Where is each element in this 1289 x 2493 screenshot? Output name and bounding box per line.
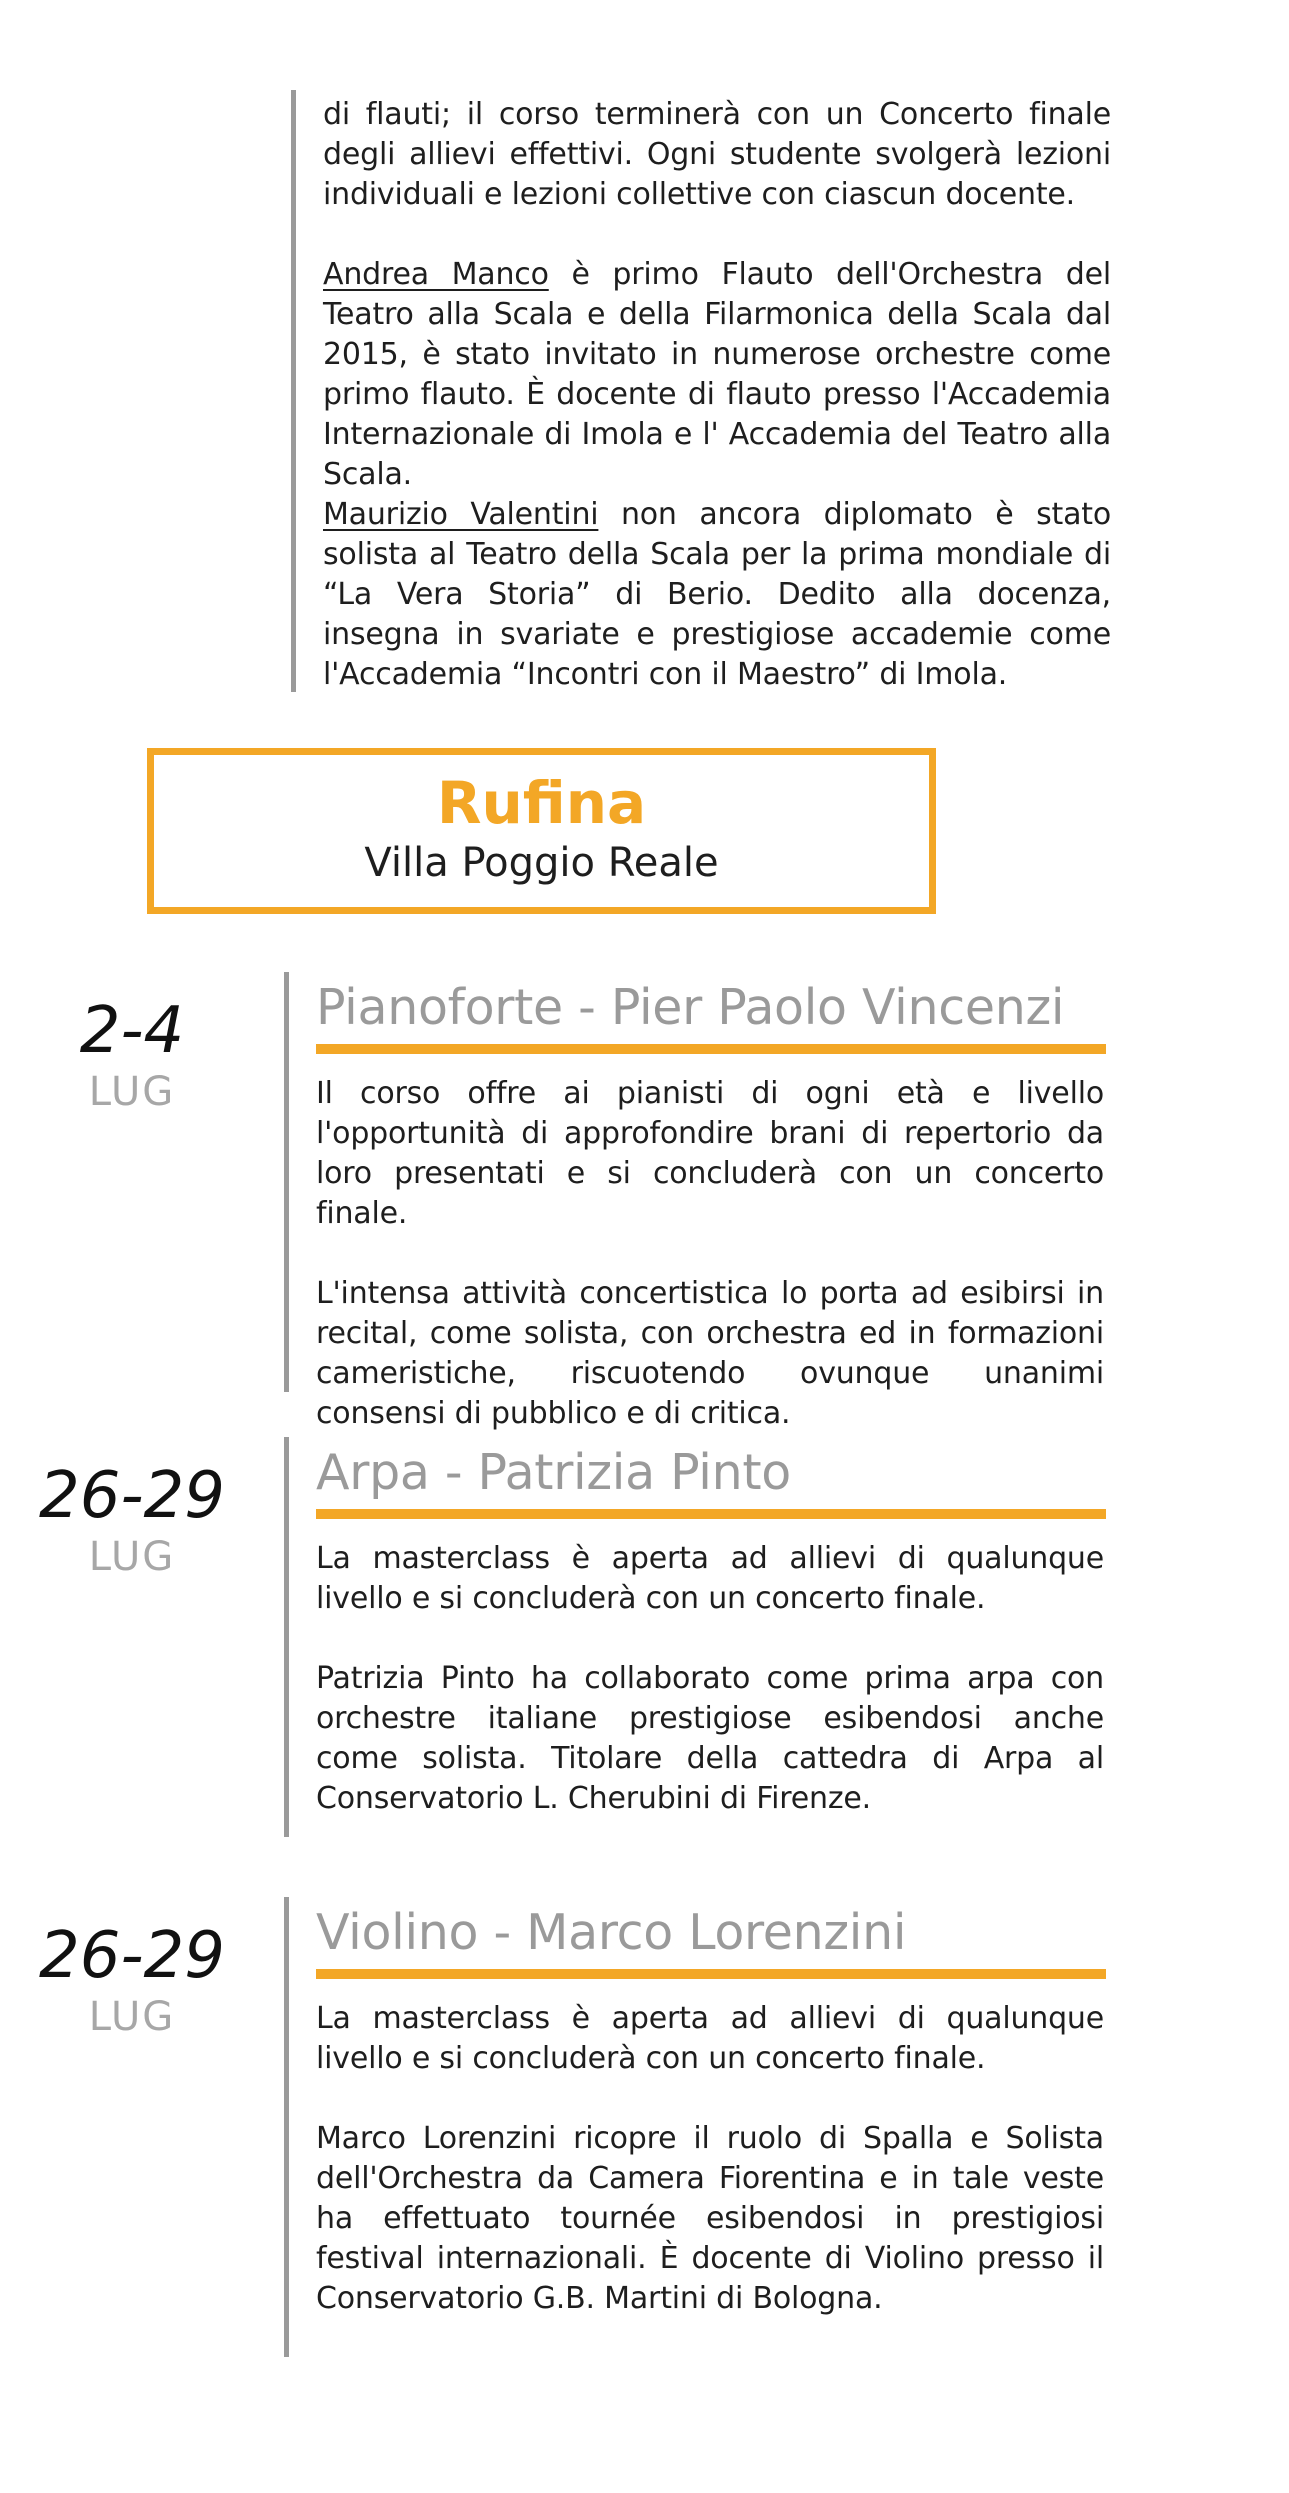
left-rule	[284, 1897, 289, 2357]
title-underline-bar	[316, 1969, 1106, 1979]
course-month: LUG	[88, 1069, 176, 1115]
course-title: Violino - Marco Lorenzini	[316, 1904, 907, 1961]
left-rule	[284, 1437, 289, 1837]
left-rule	[284, 972, 289, 1392]
course-description: Il corso offre ai pianisti di ogni età e livello l'opportunità di approfondire brani di repertorio da loro presentati e si concluderà con un concerto finale.	[316, 1076, 1104, 1231]
course-month: LUG	[88, 1994, 176, 2040]
teacher-name-andrea-manco: Andrea Manco	[323, 257, 549, 292]
intro-section	[291, 90, 1116, 692]
teacher-name-maurizio-valentini: Maurizio Valentini	[323, 497, 599, 532]
location-subtitle: Villa Poggio Reale	[364, 840, 719, 886]
title-underline-bar	[316, 1044, 1106, 1054]
intro-text	[323, 95, 1111, 695]
intro-paragraph-1: di flauti; il corso terminerà con un Concerto finale degli allievi effettivi. Ogni studente svolgerà lezioni individuali e lezioni collettive con ciascun docente.	[323, 97, 1111, 212]
course-body	[316, 1539, 1104, 1819]
intro-paragraph-3-text: non ancora diplomato è stato solista al Teatro della Scala per la prima mondiale di “La Vera Storia” di Berio. Dedito alla docenza, insegna in svariate e prestigiose accademie come l'Accademia “Incontri con il Maestro” di Imola.	[323, 497, 1111, 692]
teacher-bio: Marco Lorenzini ricopre il ruolo di Spalla e Solista dell'Orchestra da Camera Fiorentina e in tale veste ha effettuato tournée esibendosi in prestigiosi festival internazionali. È docente di Violino presso il Conservatorio G.B. Martini di Bologna.	[316, 2121, 1104, 2316]
paragraph-gap	[316, 1619, 1104, 1659]
title-underline-bar	[316, 1509, 1106, 1519]
intro-paragraph-2	[323, 255, 1111, 495]
location-box	[147, 748, 936, 914]
paragraph-gap	[316, 1234, 1104, 1274]
course-title: Arpa - Patrizia Pinto	[316, 1444, 791, 1501]
course-body	[316, 1074, 1104, 1434]
paragraph-gap	[323, 215, 1111, 255]
course-date: 26-29	[39, 1919, 225, 1993]
intro-paragraph-2-text: è primo Flauto dell'Orchestra del Teatro alla Scala e della Filarmonica della Scala dal 2015, è stato invitato in numerose orchestre come primo flauto. È docente di flauto presso l'Accademia Internazionale di Imola e l' Accademia del Teatro alla Scala.	[323, 257, 1111, 492]
course-month: LUG	[88, 1534, 176, 1580]
teacher-bio: Patrizia Pinto ha collaborato come prima arpa con orchestre italiane prestigiose esibendosi anche come solista. Titolare della cattedra di Arpa al Conservatorio L. Cherubini di Firenze.	[316, 1661, 1104, 1816]
course-description: La masterclass è aperta ad allievi di qualunque livello e si concluderà con un concerto finale.	[316, 2001, 1104, 2076]
course-description: La masterclass è aperta ad allievi di qualunque livello e si concluderà con un concerto finale.	[316, 1541, 1104, 1616]
intro-paragraph-3	[323, 495, 1111, 695]
course-body	[316, 1999, 1104, 2319]
course-title: Pianoforte - Pier Paolo Vincenzi	[316, 979, 1065, 1036]
course-date: 26-29	[39, 1459, 225, 1533]
teacher-bio: L'intensa attività concertistica lo porta ad esibirsi in recital, come solista, con orchestra ed in formazioni cameristiche, riscuotendo ovunque unanimi consensi di pubblico e di critica.	[316, 1276, 1104, 1431]
course-date: 2-4	[79, 994, 185, 1068]
paragraph-gap	[316, 2079, 1104, 2119]
location-title: Rufina	[436, 769, 647, 837]
